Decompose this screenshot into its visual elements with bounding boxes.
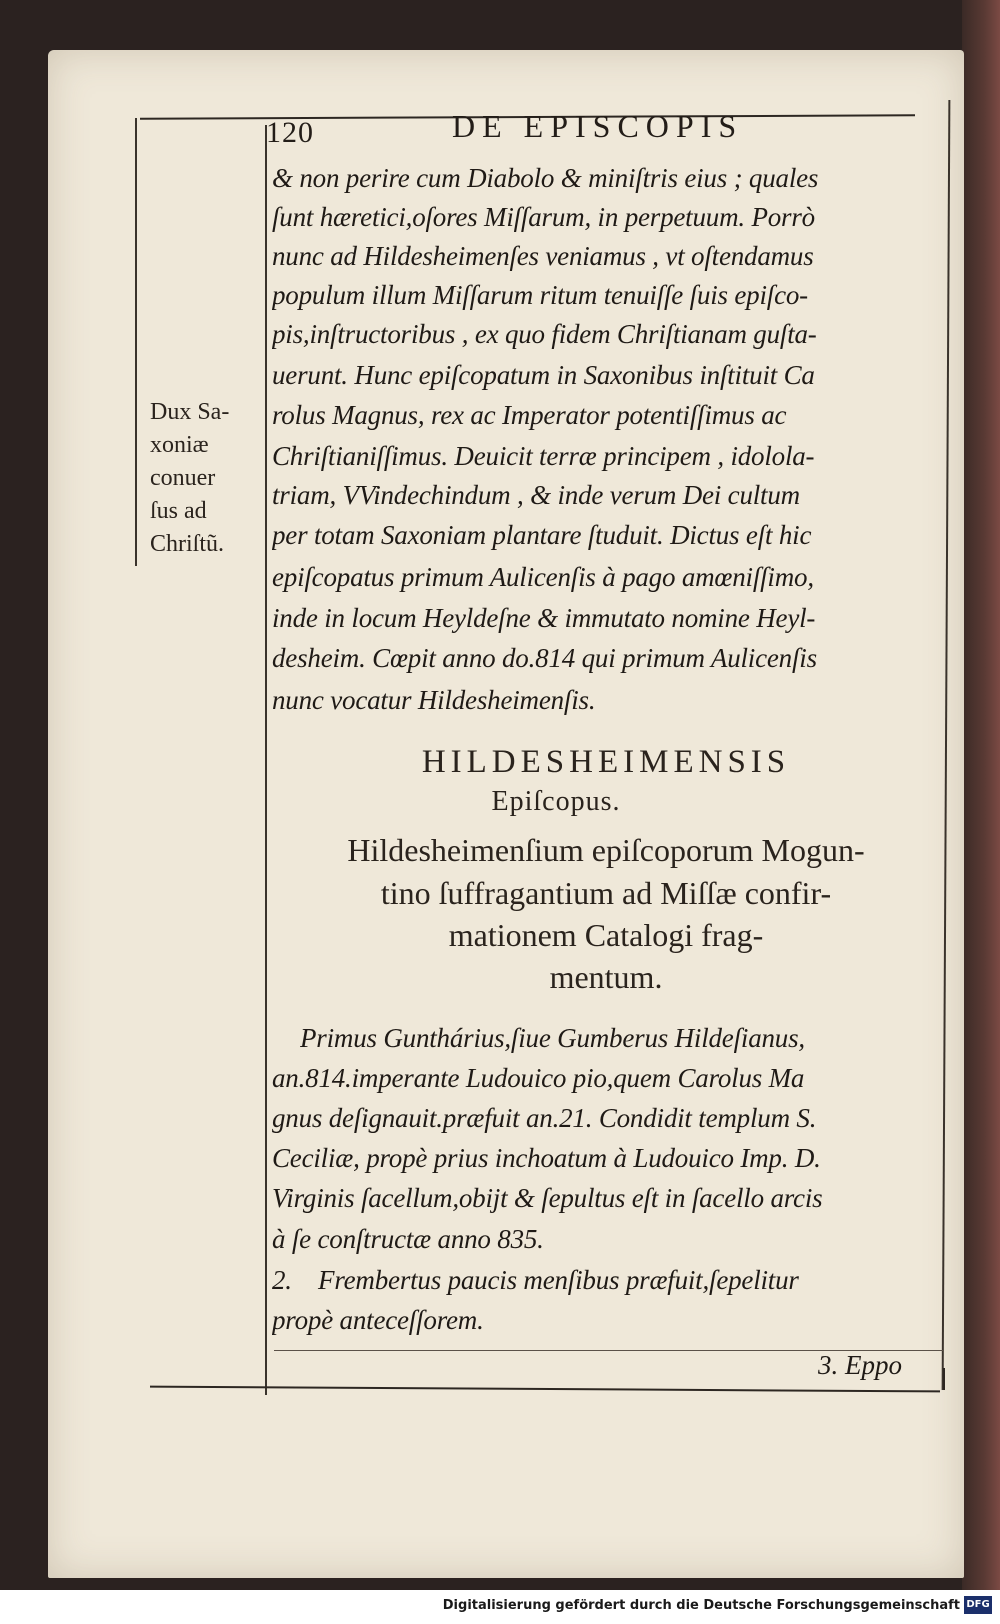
funding-credit: Digitalisierung gefördert durch die Deutsche Forschungsgemeinschaft bbox=[442, 1598, 960, 1613]
body-text-line: triam, VVindechindum , & inde verum Dei cultum bbox=[272, 480, 800, 510]
margin-note-line: ſus ad bbox=[150, 498, 207, 524]
body-text-line: inde in locum Heyldeſne & immutato nomine Heyl- bbox=[272, 603, 816, 633]
book-edge bbox=[962, 0, 1000, 1590]
margin-note bbox=[150, 396, 268, 561]
body-text-line: & non perire cum Diabolo & miniſtris eius ; quales bbox=[272, 163, 819, 193]
body-text-line: epiſcopatus primum Aulicenſis à pago amœniſſimo, bbox=[272, 562, 814, 592]
body-text-line: per totam Saxoniam plantare ſtuduit. Dictus eſt hic bbox=[272, 520, 812, 550]
body-text-line: nunc vocatur Hildesheimenſis. bbox=[272, 685, 596, 715]
catalog-title-line: mentum. bbox=[549, 959, 663, 995]
section-heading: HILDESHEIMENSIS bbox=[421, 744, 791, 780]
catalog-title-line: mationem Catalogi frag- bbox=[448, 917, 764, 953]
entry-text-line: Virginis ſacellum,obijt & ſepultus eſt in ſacello arcis bbox=[272, 1183, 823, 1213]
margin-note-line: Dux Sa- bbox=[150, 399, 230, 425]
catalog-title-line: tino ſuffragantium ad Miſſæ confir- bbox=[380, 875, 832, 911]
section-subheading: Epiſcopus. bbox=[491, 786, 621, 817]
running-title: DE EPISCOPIS bbox=[452, 108, 744, 144]
entry-text-line: an.814.imperante Ludouico pio,quem Carolus Ma bbox=[272, 1063, 805, 1093]
margin-note-line: Chriſtũ. bbox=[150, 531, 225, 557]
body-text-line: ſunt hæretici,oſores Miſſarum, in perpetuum. Porrò bbox=[272, 202, 815, 232]
body-text-line: Chriſtianiſſimus. Deuicit terræ principem , idolola- bbox=[272, 441, 815, 471]
body-text-line: nunc ad Hildesheimenſes veniamus , vt oſtendamus bbox=[272, 241, 814, 271]
entry-text-line: à ſe conſtructæ anno 835. bbox=[272, 1224, 544, 1254]
footer-rule-tick bbox=[943, 1368, 945, 1390]
entry-text-line: 2. Frembertus paucis menſibus præfuit,ſepelitur bbox=[272, 1265, 799, 1295]
catalog-title-line: Hildesheimenſium epiſcoporum Mogun- bbox=[347, 832, 865, 868]
entry-text-line: propè anteceſſorem. bbox=[272, 1305, 484, 1335]
margin-note-line: xoniæ bbox=[150, 432, 209, 458]
catchword: 3. Eppo bbox=[818, 1350, 902, 1380]
dfg-logo-icon: DFG bbox=[964, 1596, 992, 1614]
column-rule bbox=[265, 125, 267, 1395]
body-text-line: rolus Magnus, rex ac Imperator potentiſſimus ac bbox=[272, 400, 787, 430]
margin-note-line: conuer bbox=[150, 465, 216, 491]
margin-bracket bbox=[135, 118, 137, 566]
body-text-line: pis,inſtructoribus , ex quo fidem Chriſtianam guſta- bbox=[272, 319, 817, 349]
body-text-line: populum illum Miſſarum ritum tenuiſſe ſuis epiſco- bbox=[272, 280, 808, 310]
body-text-line: desheim. Cœpit anno do.814 qui primum Aulicenſis bbox=[272, 643, 817, 673]
entry-text-line: Ceciliæ, propè prius inchoatum à Ludouico Imp. D. bbox=[272, 1143, 821, 1173]
page-number: 120 bbox=[266, 116, 314, 149]
body-text-line: uerunt. Hunc epiſcopatum in Saxonibus inſtituit Ca bbox=[272, 360, 815, 390]
entry-text-line: gnus deſignauit.præfuit an.21. Condidit templum S. bbox=[272, 1103, 817, 1133]
footer-bar bbox=[0, 1590, 1000, 1624]
entry-text-line: Primus Gunthárius,ſiue Gumberus Hildeſianus, bbox=[300, 1023, 805, 1053]
